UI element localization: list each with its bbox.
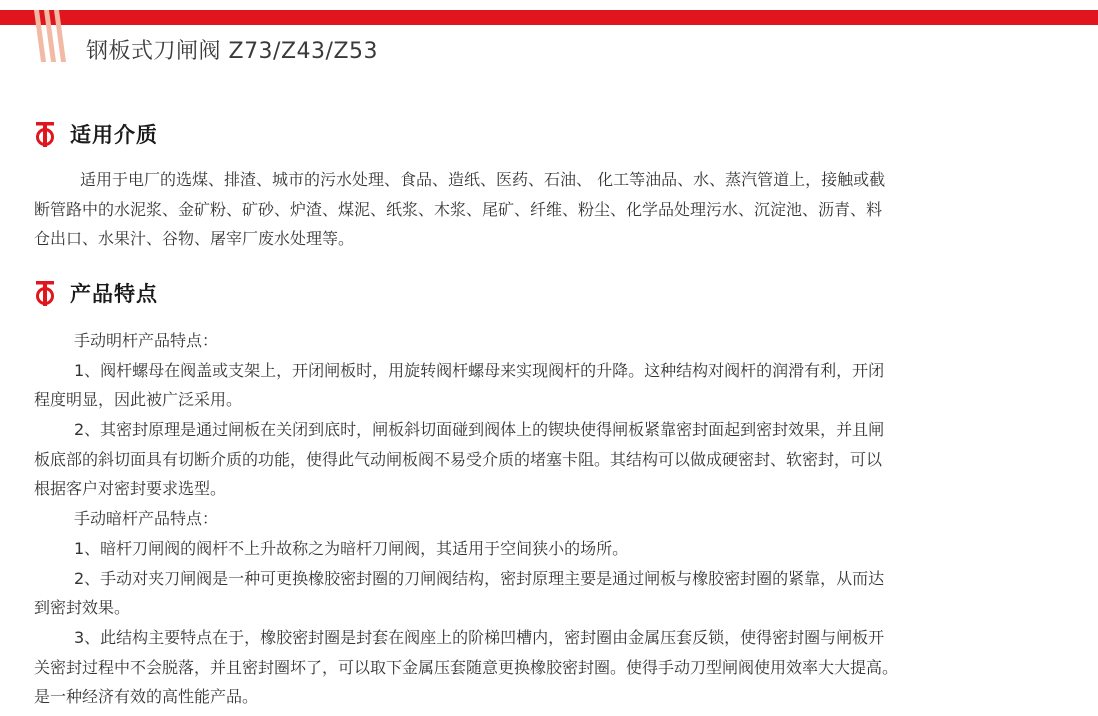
body-line: 1、阀杆螺母在阀盖或支架上，开闭闸板时，用旋转阀杆螺母来实现阀杆的升降。这种结构对阀杆的润滑有利，开闭 xyxy=(74,360,885,380)
body-line: 到密封效果。 xyxy=(34,598,131,618)
body-line: 2、手动对夹刀闸阀是一种可更换橡胶密封圈的刀闸阀结构，密封原理主要是通过闸板与橡胶密封圈的紧靠，从而达 xyxy=(74,568,885,588)
body-line: 3、此结构主要特点在于，橡胶密封圈是封套在阀座上的阶梯凹槽内，密封圈由金属压套反锁，使得密封圈与闸板开 xyxy=(74,627,885,647)
body-line: 根据客户对密封要求选型。 xyxy=(34,479,227,499)
body-line: 2、其密封原理是通过闸板在关闭到底时，闸板斜切面碰到阀体上的锲块使得闸板紧靠密封面起到密封效果，并且闸 xyxy=(74,420,885,440)
body-line: 是一种经济有效的高性能产品。 xyxy=(34,687,259,707)
top-red-banner xyxy=(0,10,1098,25)
valve-symbol-icon xyxy=(34,279,56,307)
section-heading-features xyxy=(34,276,158,310)
body-line: 关密封过程中不会脱落，并且密封圈坏了，可以取下金属压套随意更换橡胶密封圈。使得手动刀型闸阀使用效率大大提高。 xyxy=(34,657,899,677)
section-heading-medium xyxy=(34,117,158,151)
body-line: 手动明杆产品特点： xyxy=(74,331,219,350)
section-title: 适用介质 xyxy=(70,123,158,147)
body-line: 1、暗杆刀闸阀的阀杆不上升故称之为暗杆刀闸阀，其适用于空间狭小的场所。 xyxy=(74,538,629,558)
body-line: 板底部的斜切面具有切断介质的功能，使得此气动闸板阀不易受介质的堵塞卡阻。其结构可以做成硬密封、软密封，可以 xyxy=(34,449,883,469)
body-line: 适用于电厂的选煤、排渣、城市的污水处理、食品、造纸、医药、石油、 化工等油品、水、蒸汽管道上，接触或截 xyxy=(80,170,886,189)
product-title: 钢板式刀闸阀 Z73/Z43/Z53 xyxy=(86,39,379,64)
body-line: 仓出口、水果汁、谷物、屠宰厂废水处理等。 xyxy=(34,229,355,249)
section-body-features xyxy=(34,326,1054,712)
body-line: 程度明显，因此被广泛采用。 xyxy=(34,390,243,410)
valve-symbol-icon xyxy=(34,120,56,148)
section-body-medium xyxy=(34,165,1054,254)
body-line: 手动暗杆产品特点： xyxy=(74,509,219,529)
decorative-stripes-icon xyxy=(30,10,70,70)
section-title: 产品特点 xyxy=(70,282,158,306)
body-line: 断管路中的水泥浆、金矿粉、矿砂、炉渣、煤泥、纸浆、木浆、尾矿、纤维、粉尘、化学品处理污水、沉淀池、沥青、料 xyxy=(34,199,883,219)
